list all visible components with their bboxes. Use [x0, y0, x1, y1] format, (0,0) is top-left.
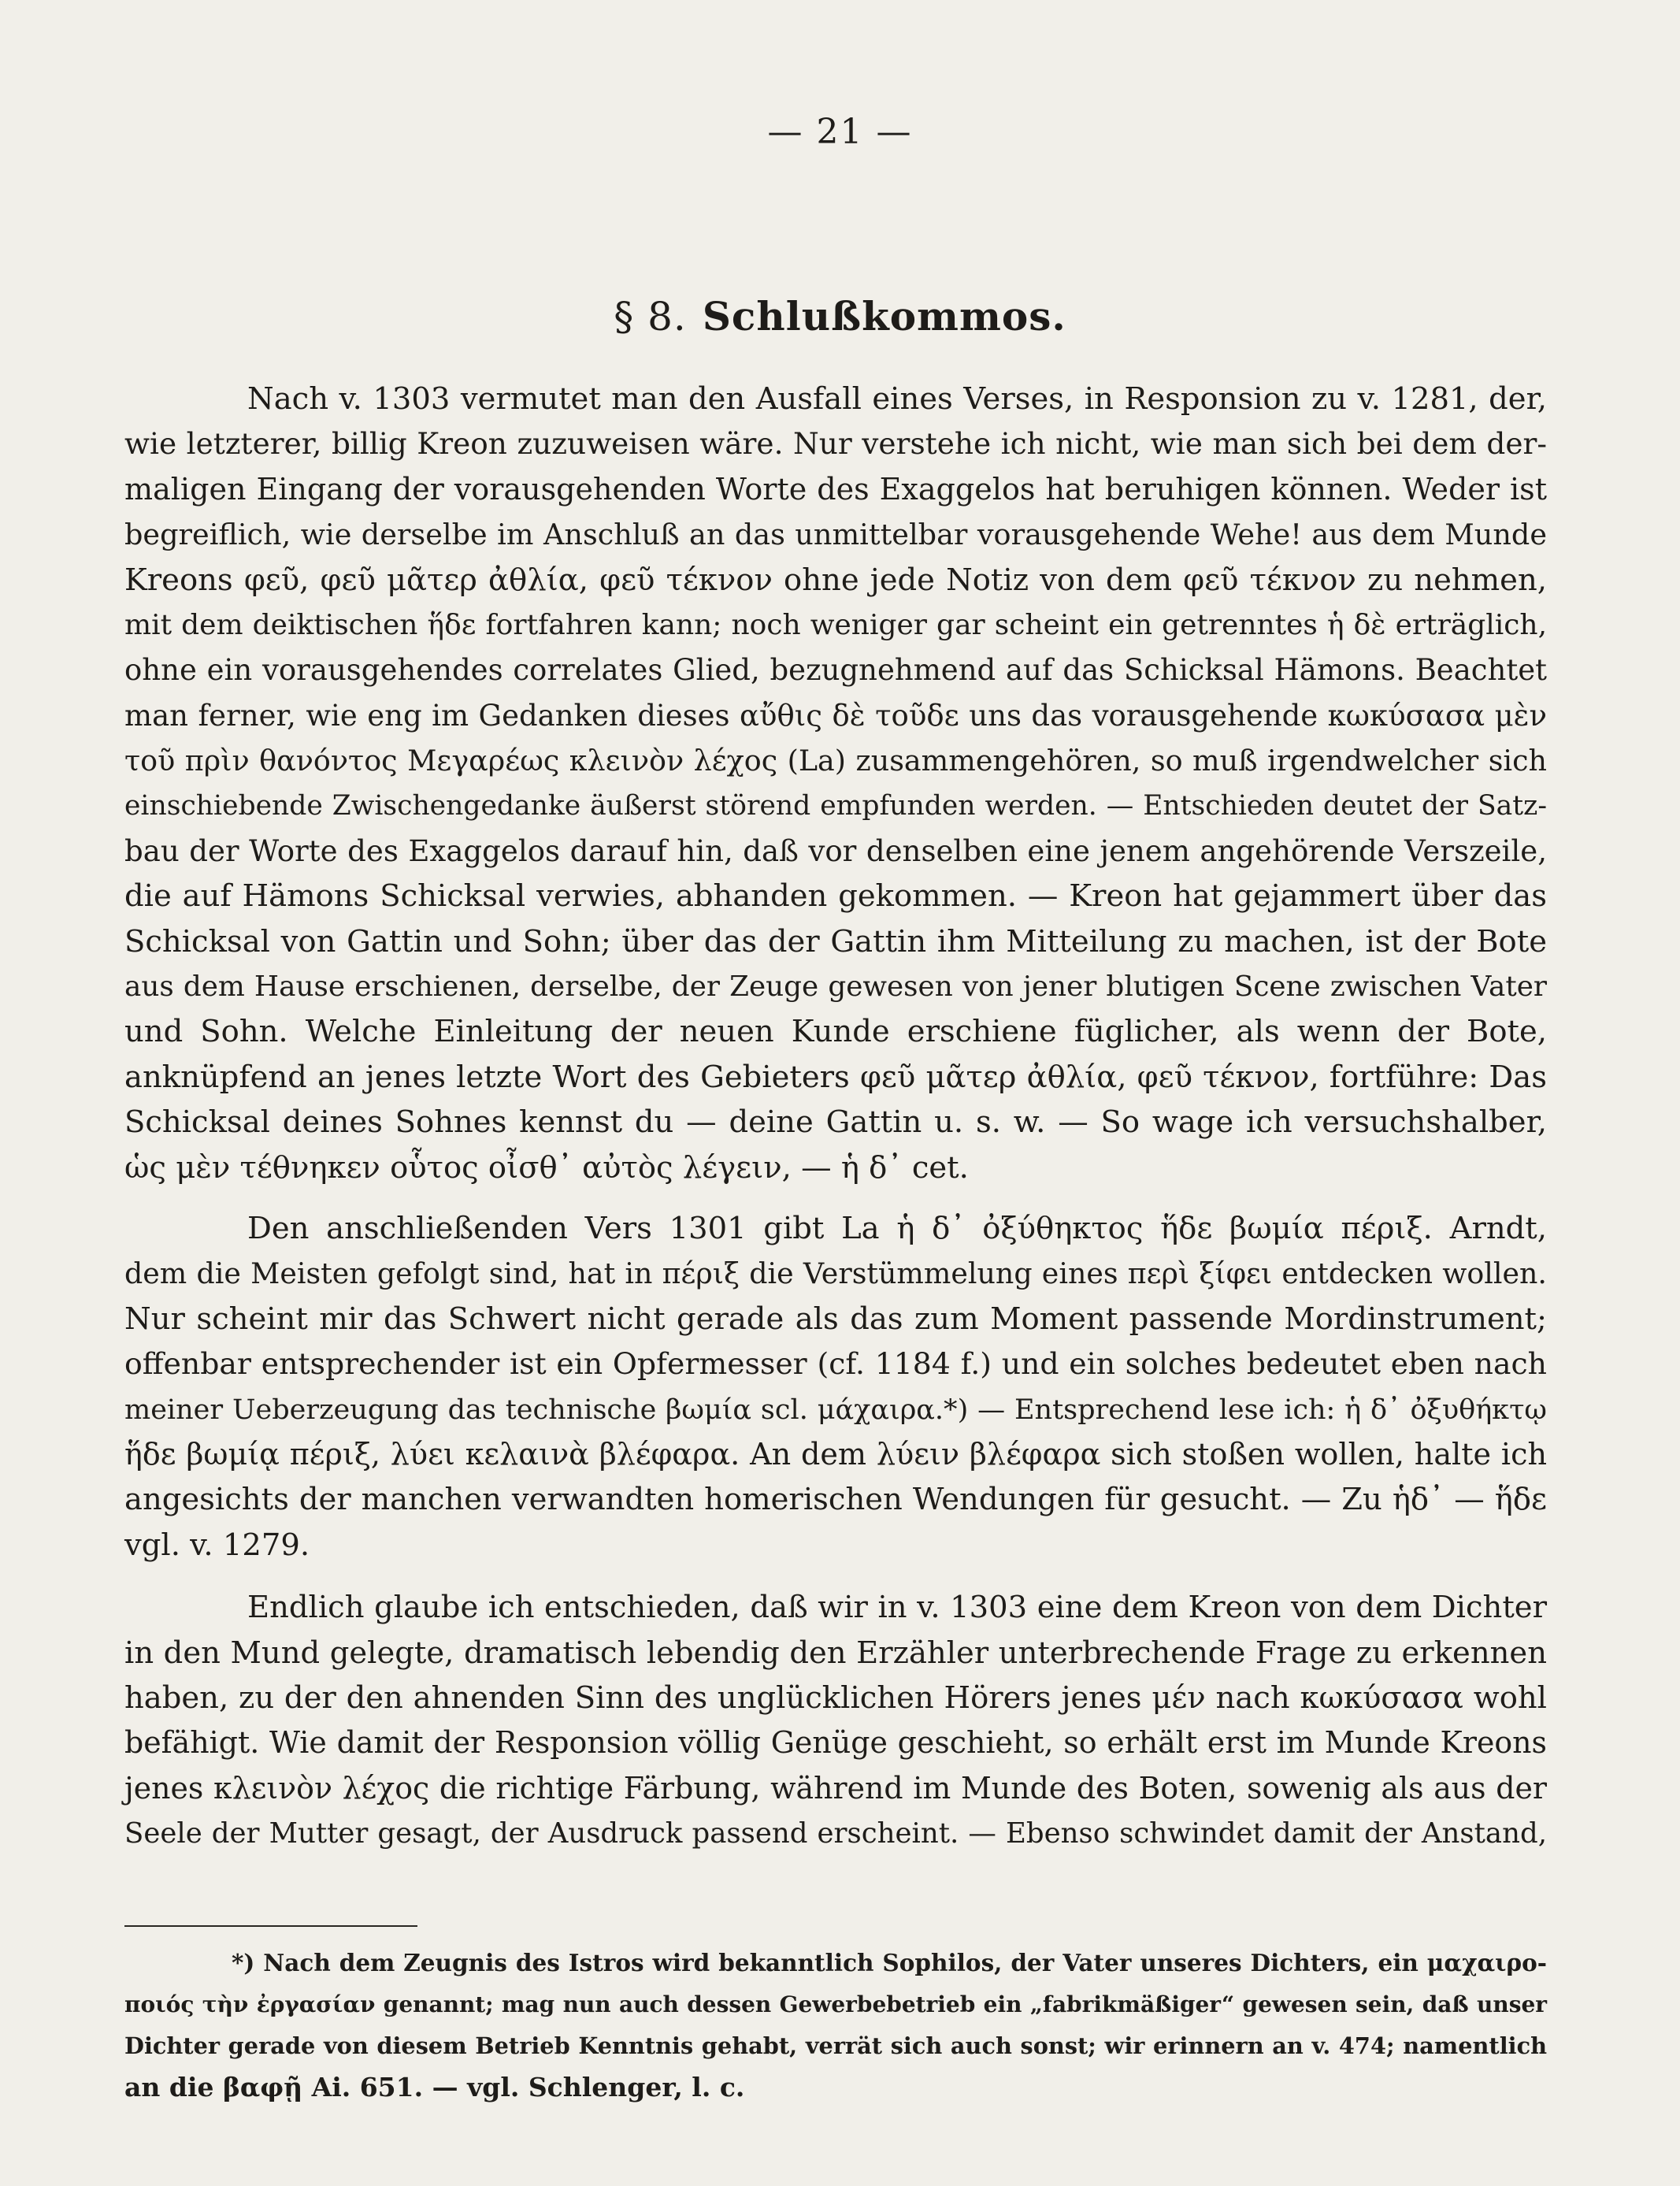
text-line: begreiflich, wie derselbe im Anschluß an das unmittelbar vorausgehende Wehe! aus dem Munde	[124, 518, 1547, 552]
text-line: jenes κλεινὸν λέχος die richtige Färbung, während im Munde des Boten, sowenig als aus der	[124, 1770, 1547, 1806]
text-line: Nur scheint mir das Schwert nicht gerade als das zum Moment passende Mordinstrument;	[124, 1301, 1547, 1337]
text-line: vgl. v. 1279.	[124, 1527, 310, 1563]
text-line: wie letzterer, billig Kreon zuzuweisen wäre. Nur verstehe ich nicht, wie man sich bei dem der-	[124, 426, 1547, 462]
text-line: mit dem deiktischen ἥδε fortfahren kann; noch weniger gar scheint ein getrenntes ἡ δὲ erträglich,	[124, 608, 1547, 641]
text-line: Schicksal deines Sohnes kennst du — deine Gattin u. s. w. — So wage ich versuchshalber,	[124, 1104, 1547, 1141]
text-line: Seele der Mutter gesagt, der Ausdruck passend erscheint. — Ebenso schwindet damit der Anstand,	[124, 1817, 1547, 1850]
section-heading	[0, 293, 1680, 340]
text-line: bau der Worte des Exaggelos darauf hin, daß vor denselben eine jenem angehörende Verszeile,	[124, 833, 1547, 868]
text-line: meiner Ueberzeugung das technische βωμία scl. μάχαιρα.*) — Entsprechend lese ich: ἡ δ᾽ ὀξυθήκτῳ	[124, 1393, 1547, 1426]
text-line: befähigt. Wie damit der Responsion völlig Genüge geschieht, so erhält erst im Munde Kreons	[124, 1725, 1547, 1761]
text-line: und Sohn. Welche Einleitung der neuen Kunde erschiene füglicher, als wenn der Bote,	[124, 1014, 1547, 1050]
text-line: Kreons φεῦ, φεῦ μᾶτερ ἀθλία, φεῦ τέκνον ohne jede Notiz von dem φεῦ τέκνον zu nehmen,	[124, 562, 1547, 598]
text-line: haben, zu der den ahnenden Sinn des unglücklichen Hörers jenes μέν nach κωκύσασα wohl	[124, 1679, 1547, 1716]
page-number: — 21 —	[767, 112, 913, 152]
text-line: man ferner, wie eng im Gedanken dieses αὔθις δὲ τοῦδε uns das vorausgehende κωκύσασα μὲν	[124, 698, 1547, 733]
text-line: die auf Hämons Schicksal verwies, abhanden gekommen. — Kreon hat gejammert über das	[124, 878, 1547, 915]
footnote-line: ποιός τὴν ἐργασίαν genannt; mag nun auch dessen Gewerbebetrieb ein „fabrikmäßiger“ gewesen sein, daß unser	[124, 1991, 1547, 2017]
section-number: § 8.	[614, 294, 687, 340]
text-line: in den Mund gelegte, dramatisch lebendig den Erzähler unterbrechende Frage zu erkennen	[124, 1635, 1547, 1671]
text-line: maligen Eingang der vorausgehenden Worte des Exaggelos hat beruhigen können. Weder ist	[124, 471, 1547, 507]
text-line: einschiebende Zwischengedanke äußerst störend empfunden werden. — Entschieden deutet der Satz-	[124, 789, 1547, 822]
footnote-line: an die βαφῇ Ai. 651. — vgl. Schlenger, l. c.	[124, 2071, 745, 2102]
text-line: ὡς μὲν τέθνηκεν οὗτος οἶσθ᾽ αὐτὸς λέγειν, — ἡ δ᾽ cet.	[124, 1149, 969, 1186]
text-line: Den anschließenden Vers 1301 gibt La ἡ δ᾽ ὀξύθηκτος ἥδε βωμία πέριξ. Arndt,	[247, 1211, 1547, 1247]
paragraph-3	[124, 1585, 1547, 1856]
text-line: dem die Meisten gefolgt sind, hat in πέριξ die Verstümmelung eines περὶ ξίφει entdecken wollen.	[124, 1256, 1547, 1291]
text-line: ohne ein vorausgehendes correlates Glied, bezugnehmend auf das Schicksal Hämons. Beachtet	[124, 653, 1547, 688]
text-line: ἥδε βωμίᾳ πέριξ, λύει κελαινὰ βλέφαρα. An dem λύειν βλέφαρα sich stoßen wollen, halte ich	[124, 1436, 1547, 1472]
paragraph-1	[124, 377, 1547, 1190]
text-line: anknüpfend an jenes letzte Wort des Gebieters φεῦ μᾶτερ ἀθλία, φεῦ τέκνον, fortführe: Das	[124, 1059, 1547, 1095]
text-line: offenbar entsprechender ist ein Opfermesser (cf. 1184 f.) und ein solches bedeutet eben nach	[124, 1346, 1547, 1382]
footnote-line: Dichter gerade von diesem Betrieb Kenntnis gehabt, verrät sich auch sonst; wir erinnern an v. 474; namentlich	[124, 2032, 1547, 2059]
footnote-line: *) Nach dem Zeugnis des Istros wird bekanntlich Sophilos, der Vater unseres Dichters, ein μαχαιρο-	[232, 1949, 1547, 1976]
text-line: angesichts der manchen verwandten homerischen Wendungen für gesucht. — Zu ἡδ᾽ — ἥδε	[124, 1482, 1547, 1518]
footnote	[124, 1943, 1547, 2108]
footnote-divider	[124, 1925, 417, 1927]
text-line: Schicksal von Gattin und Sohn; über das der Gattin ihm Mitteilung zu machen, ist der Bote	[124, 923, 1547, 959]
text-line: aus dem Hause erschienen, derselbe, der Zeuge gewesen von jener blutigen Scene zwischen Vater	[124, 971, 1547, 1004]
body-text	[124, 377, 1547, 1857]
section-title: Schlußkommos.	[702, 293, 1066, 340]
text-line: Nach v. 1303 vermutet man den Ausfall eines Verses, in Responsion zu v. 1281, der,	[247, 381, 1547, 417]
text-line: Endlich glaube ich entschieden, daß wir in v. 1303 eine dem Kreon von dem Dichter	[247, 1590, 1547, 1626]
paragraph-2	[124, 1206, 1547, 1568]
text-line: τοῦ πρὶν θανόντος Μεγαρέως κλεινὸν λέχος (La) zusammengehören, so muß irgendwelcher sich	[124, 744, 1547, 778]
